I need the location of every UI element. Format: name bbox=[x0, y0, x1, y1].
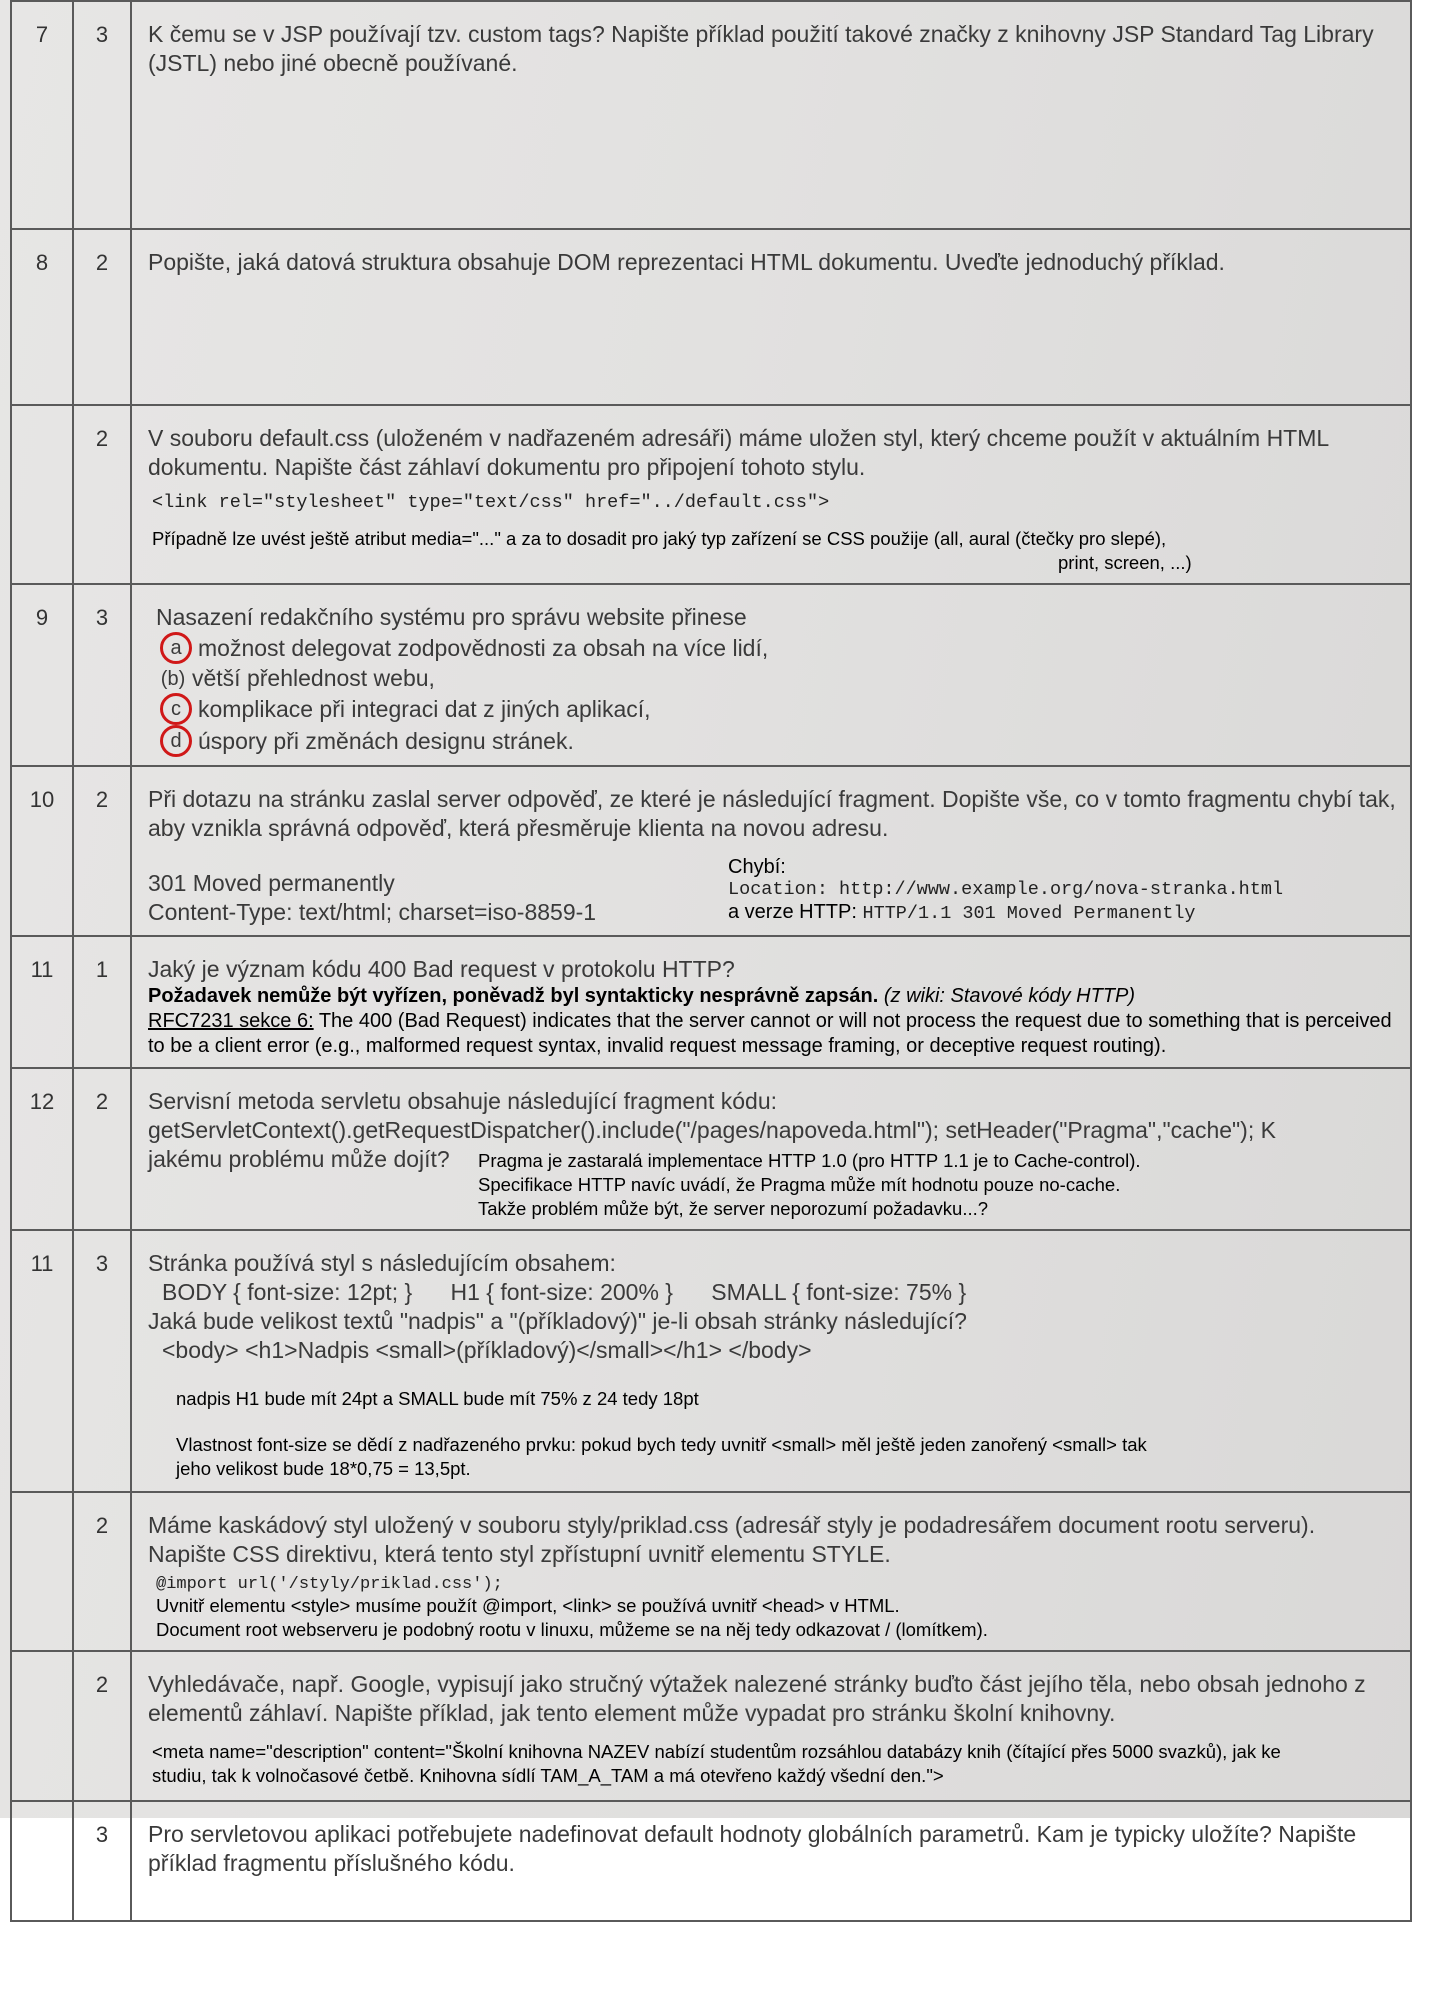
question-points: 2 bbox=[73, 766, 131, 936]
question-row-8 bbox=[11, 229, 1411, 405]
question-text: Máme kaskádový styl uložený v souboru styly/priklad.css (adresář styly je podadresářem document rootu serveru). Napište CSS direktivu, která tento styl zpřístupní uvnitř elementu STYLE. bbox=[148, 1512, 1316, 1567]
question-cell bbox=[131, 1651, 1411, 1801]
page-body-example: <body> <h1>Nadpis <small>(příkladový)</small></h1> </body> bbox=[162, 1337, 812, 1363]
option-text: možnost delegovat zodpovědnosti za obsah na více lidí, bbox=[198, 634, 769, 661]
question-points: 2 bbox=[73, 405, 131, 584]
option-a bbox=[160, 632, 1396, 664]
fragment-status-line: 301 Moved permanently bbox=[148, 870, 395, 896]
question-cell bbox=[131, 405, 1411, 584]
answer-line: <meta name="description" content="Školní knihovna NAZEV nabízí studentům rozsáhlou databázy knih (čítající přes 5000 svazků), jak ke bbox=[152, 1741, 1281, 1762]
fragment-content-type-line: Content-Type: text/html; charset=iso-8859-1 bbox=[148, 899, 597, 925]
question-text: K čemu se v JSP používají tzv. custom tags? Napište příklad použití takové značky z knihovny JSP Standard Tag Library (JSTL) nebo jiné obecně používané. bbox=[148, 21, 1374, 76]
answer-line: studiu, tak k volnočasové četbě. Knihovna sídlí TAM_A_TAM a má otevřeno každý všední den."> bbox=[152, 1765, 944, 1786]
answer-paragraph bbox=[148, 1009, 1396, 1059]
question-row-servlet-params bbox=[11, 1801, 1411, 1921]
rfc-link[interactable]: RFC7231 sekce 6: bbox=[148, 1010, 314, 1032]
question-text: Vyhledávače, např. Google, vypisují jako stručný výtažek nalezené stránky buďto část jejího těla, nebo obsah jednoho z elementů záhlaví. Napište příklad, jak tento element může vypadat pro stránku školní knihovny. bbox=[148, 1671, 1366, 1726]
question-points: 3 bbox=[73, 1801, 131, 1921]
answer-line: nadpis H1 bude mít 24pt a SMALL bude mít 75% z 24 tedy 18pt bbox=[176, 1388, 699, 1409]
question-cell bbox=[131, 1068, 1411, 1230]
question-row-12 bbox=[11, 1068, 1411, 1230]
question-code: getServletContext().getRequestDispatcher().include("/pages/napoveda.html"); setHeader("Pragma","cache"); K bbox=[148, 1117, 1276, 1143]
question-number bbox=[11, 1492, 73, 1651]
missing-location-code: Location: http://www.example.org/nova-stranka.html bbox=[728, 879, 1284, 900]
question-row-css-import bbox=[11, 1492, 1411, 1651]
answer-code: @import url('/styly/priklad.css'); bbox=[156, 1575, 503, 1594]
question-cell bbox=[131, 584, 1411, 766]
answer-line: Takže problém může být, že server neporozumí požadavku...? bbox=[478, 1198, 989, 1219]
question-number: 9 bbox=[11, 584, 73, 766]
answer-line: Specifikace HTTP navíc uvádí, že Pragma může mít hodnotu pouze no-cache. bbox=[478, 1174, 1121, 1195]
question-number: 10 bbox=[11, 766, 73, 936]
question-text: Při dotazu na stránku zaslal server odpověď, ze které je následující fragment. Dopište vše, co v tomto fragmentu chybí tak, aby vznikla správná odpověď, která přesměruje klienta na novou adresu. bbox=[148, 786, 1396, 841]
option-marker: ( b ) bbox=[160, 666, 186, 692]
question-cell bbox=[131, 1492, 1411, 1651]
question-row-7 bbox=[11, 1, 1411, 229]
question-number: 11 bbox=[11, 1230, 73, 1492]
question-text: V souboru default.css (uloženém v nadřazeném adresáři) máme uložen styl, který chceme použít v aktuálním HTML dokumentu. Napište část záhlaví dokumentu pro připojení tohoto stylu. bbox=[148, 425, 1329, 480]
option-text: komplikace při integraci dat z jiných aplikací, bbox=[198, 695, 651, 722]
answer-line: Pragma je zastaralá implementace HTTP 1.0 (pro HTTP 1.1 je to Cache-control). bbox=[478, 1150, 1141, 1171]
question-text: Servisní metoda servletu obsahuje následující fragment kódu: bbox=[148, 1088, 778, 1114]
option-c bbox=[160, 693, 1396, 725]
answer-paragraph bbox=[148, 984, 1396, 1009]
question-row-11-bad-request bbox=[11, 936, 1411, 1068]
answer-line: Vlastnost font-size se dědí z nadřazeného prvku: pokud bych tedy uvnitř <small> měl ještě jeden zanořený <small> tak bbox=[176, 1434, 1147, 1455]
answer-line: jeho velikost bude 18*0,75 = 13,5pt. bbox=[176, 1458, 471, 1479]
question-number: 7 bbox=[11, 1, 73, 229]
answer-line: Document root webserveru je podobný rootu v linuxu, můžeme se na něj tedy odkazovat / (lomítkem). bbox=[156, 1619, 988, 1640]
missing-version-label: a verze HTTP: bbox=[728, 901, 863, 923]
question-cell bbox=[131, 766, 1411, 936]
question-row-default-css bbox=[11, 405, 1411, 584]
question-points: 2 bbox=[73, 1651, 131, 1801]
answer-lines bbox=[478, 1145, 1141, 1221]
answer-block bbox=[148, 855, 1396, 927]
question-cell bbox=[131, 1230, 1411, 1492]
question-points: 2 bbox=[73, 229, 131, 405]
answer-block bbox=[148, 1145, 1396, 1221]
style-rules: BODY { font-size: 12pt; } H1 { font-size: 200% } SMALL { font-size: 75% } bbox=[162, 1279, 967, 1305]
question-text: Jaká bude velikost textů "nadpis" a "(příkladový)" je-li obsah stránky následující? bbox=[148, 1308, 967, 1334]
question-text: Jaký je význam kódu 400 Bad request v protokolu HTTP? bbox=[148, 956, 735, 982]
question-cell bbox=[131, 229, 1411, 405]
question-number: 11 bbox=[11, 936, 73, 1068]
response-fragment bbox=[148, 855, 728, 927]
missing-answer bbox=[728, 855, 1283, 927]
rfc-text: The 400 (Bad Request) indicates that the server cannot or will not process the request due to something that is perceived to be a client error (e.g., malformed request syntax, invalid request message framing, or deceptive request routing). bbox=[148, 1010, 1392, 1057]
question-points: 2 bbox=[73, 1492, 131, 1651]
missing-version-line bbox=[728, 900, 1283, 926]
question-cell bbox=[131, 1, 1411, 229]
question-row-9 bbox=[11, 584, 1411, 766]
question-text-end: jakému problému může dojít? bbox=[148, 1146, 450, 1172]
question-number: 8 bbox=[11, 229, 73, 405]
answer-code: <link rel="stylesheet" type="text/css" href="../default.css"> bbox=[152, 492, 830, 513]
question-points: 3 bbox=[73, 584, 131, 766]
question-text: Stránka používá styl s následujícím obsahem: bbox=[148, 1250, 616, 1276]
question-points: 2 bbox=[73, 1068, 131, 1230]
answer-note: Případně lze uvést ještě atribut media="..." a za to dosadit pro jaký typ zařízení se CSS použije (all, aural (čtečky pro slepé), bbox=[152, 528, 1167, 549]
option-b bbox=[160, 664, 1396, 693]
question-points: 3 bbox=[73, 1, 131, 229]
option-marker-circled: a bbox=[160, 632, 192, 664]
option-marker-circled: d bbox=[160, 725, 192, 757]
question-number bbox=[11, 1801, 73, 1921]
question-text: Pro servletovou aplikaci potřebujete nadefinovat default hodnoty globálních parametrů. Kam je typicky uložíte? Napište příklad fragmentu příslušného kódu. bbox=[148, 1821, 1357, 1876]
question-number: 12 bbox=[11, 1068, 73, 1230]
answer-note: print, screen, ...) bbox=[1058, 552, 1192, 573]
answer-line: Uvnitř elementu <style> musíme použít @import, <link> se používá uvnitř <head> v HTML. bbox=[156, 1595, 900, 1616]
question-row-10 bbox=[11, 766, 1411, 936]
question-text: Nasazení redakčního systému pro správu website přinese bbox=[156, 604, 747, 630]
option-marker-circled: c bbox=[160, 693, 192, 725]
option-d bbox=[160, 725, 1396, 757]
exam-questions-table bbox=[10, 0, 1412, 1922]
missing-label: Chybí: bbox=[728, 856, 786, 878]
answer-bold: Požadavek nemůže být vyřízen, poněvadž byl syntakticky nesprávně zapsán. bbox=[148, 985, 879, 1007]
question-text: Popište, jaká datová struktura obsahuje DOM reprezentaci HTML dokumentu. Uveďte jednoduchý příklad. bbox=[148, 249, 1225, 275]
question-row-11-font-size bbox=[11, 1230, 1411, 1492]
question-row-meta-description bbox=[11, 1651, 1411, 1801]
question-cell bbox=[131, 936, 1411, 1068]
option-text: úspory při změnách designu stránek. bbox=[198, 727, 574, 754]
question-cell bbox=[131, 1801, 1411, 1921]
option-text: větší přehlednost webu, bbox=[192, 665, 435, 691]
question-number bbox=[11, 405, 73, 584]
question-points: 3 bbox=[73, 1230, 131, 1492]
missing-version-code: HTTP/1.1 301 Moved Permanently bbox=[862, 903, 1196, 924]
question-points: 1 bbox=[73, 936, 131, 1068]
question-number bbox=[11, 1651, 73, 1801]
answer-source: (z wiki: Stavové kódy HTTP) bbox=[878, 985, 1136, 1007]
